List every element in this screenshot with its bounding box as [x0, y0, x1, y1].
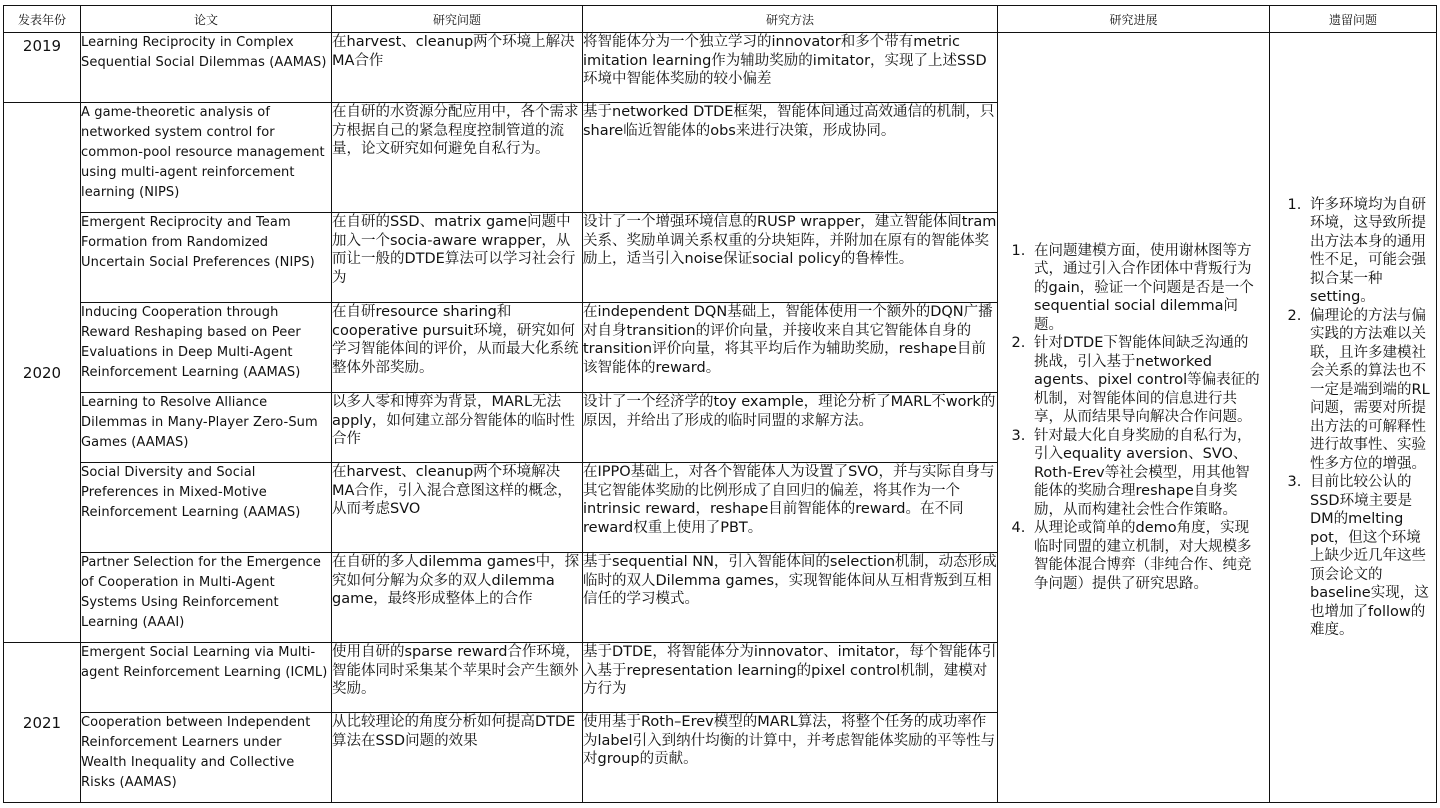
paper-cell: Learning Reciprocity in Complex Sequential Social Dilemmas (AAMAS) [81, 33, 332, 103]
problem-cell: 以多人零和博弈为背景，MARL无法apply，如何建立部分智能体的临时性合作 [332, 393, 583, 463]
paper-cell: A game-theoretic analysis of networked system control for common-pool resource management using multi-agent reinforcement learning (NIPS) [81, 103, 332, 213]
paper-cell: Learning to Resolve Alliance Dilemmas in Many-Player Zero-Sum Games (AAMAS) [81, 393, 332, 463]
issues-list [1270, 196, 1436, 640]
header-progress: 研究进展 [998, 6, 1270, 33]
progress-list [998, 242, 1269, 594]
method-cell: 基于DTDE，将智能体分为innovator、imitator，每个智能体引入基于representation learning的pixel control机制，建模对方行为 [583, 643, 998, 713]
paper-cell: Cooperation between Independent Reinforcement Learners under Wealth Inequality and Collective Risks (AAMAS) [81, 713, 332, 803]
problem-cell: 在harvest、cleanup两个环境上解决MA合作 [332, 33, 583, 103]
problem-cell: 在harvest、cleanup两个环境解决MA合作，引入混合意图这样的概念，从而考虑SVO [332, 463, 583, 553]
issue-item: 3. 目前比较公认的SSD环境主要是DM的melting pot，但这个环境上缺少近几年这些顶会论文的baseline实现，这也增加了follow的难度。 [1306, 473, 1430, 640]
issue-item: 2. 偏理论的方法与偏实践的方法难以关联，且许多建模社会关系的算法也不一定是端到端的RL问题，需要对所提出方法的可解释性进行故事性、实验性多方位的增强。 [1306, 307, 1430, 474]
progress-cell [998, 33, 1270, 803]
header-paper: 论文 [81, 6, 332, 33]
table-row [4, 33, 1437, 103]
method-cell: 在IPPO基础上，对各个智能体人为设置了SVO，并与实际自身与其它智能体奖励的比例形成了自回归的偏差，将其作为一个intrinsic reward，reshape目前智能体的reward。在不同reward权重上使用了PBT。 [583, 463, 998, 553]
paper-cell: Emergent Social Learning via Multi-agent Reinforcement Learning (ICML) [81, 643, 332, 713]
paper-cell: Social Diversity and Social Preferences in Mixed-Motive Reinforcement Learning (AAMAS) [81, 463, 332, 553]
problem-cell: 使用自研的sparse reward合作环境，智能体同时采集某个苹果时会产生额外奖励。 [332, 643, 583, 713]
method-cell: 设计了一个经济学的toy example，理论分析了MARL不work的原因，并给出了形成的临时同盟的求解方法。 [583, 393, 998, 463]
problem-cell: 在自研的水资源分配应用中，各个需求方根据自己的紧急程度控制管道的流量，论文研究如何避免自私行为。 [332, 103, 583, 213]
progress-item: 1. 在问题建模方面，使用谢林图等方式，通过引入合作团体中背叛行为的gain，验证一个问题是否是一个sequential social dilemma问题。 [1030, 242, 1261, 335]
problem-cell: 在自研的SSD、matrix game问题中加入一个socia-aware wrapper，从而让一般的DTDE算法可以学习社会行为 [332, 213, 583, 303]
method-cell: 在independent DQN基础上，智能体使用一个额外的DQN广播对自身transition的评价向量，并接收来自其它智能体自身的transition评价向量，将其平均后作为辅助奖励，reshape目前该智能体的reward。 [583, 303, 998, 393]
header-issues: 遗留问题 [1270, 6, 1437, 33]
issue-item: 1. 许多环境均为自研环境，这导致所提出方法本身的通用性不足，可能会强拟合某一种setting。 [1306, 196, 1430, 307]
year-cell: 2021 [4, 643, 81, 803]
method-cell: 基于networked DTDE框架，智能体间通过高效通信的机制，只share临近智能体的obs来进行决策，形成协同。 [583, 103, 998, 213]
progress-item: 2. 针对DTDE下智能体间缺乏沟通的挑战，引入基于networked agents、pixel control等偏表征的机制，对智能体间的信息进行共享，从而结果导向解决合作问题。 [1030, 334, 1261, 427]
paper-cell: Inducing Cooperation through Reward Reshaping based on Peer Evaluations in Deep Multi-Agent Reinforcement Learning (AAMAS) [81, 303, 332, 393]
method-cell: 基于sequential NN，引入智能体间的selection机制，动态形成临时的双人Dilemma games，实现智能体间从互相背叛到互相信任的学习模式。 [583, 553, 998, 643]
method-cell: 设计了一个增强环境信息的RUSP wrapper，建立智能体间tram关系、奖励单调关系权重的分块矩阵，并附加在原有的智能体奖励上，适当引入noise保证social policy的鲁棒性。 [583, 213, 998, 303]
progress-item: 4. 从理论或简单的demo角度，实现临时同盟的建立机制，对大规模多智能体混合博弈（非纯合作、纯竞争问题）提供了研究思路。 [1030, 519, 1261, 593]
year-cell: 2020 [4, 103, 81, 643]
header-method: 研究方法 [583, 6, 998, 33]
issues-cell [1270, 33, 1437, 803]
problem-cell: 在自研的多人dilemma games中，探究如何分解为众多的双人dilemma game，最终形成整体上的合作 [332, 553, 583, 643]
paper-cell: Emergent Reciprocity and Team Formation from Randomized Uncertain Social Preferences (NIPS) [81, 213, 332, 303]
header-problem: 研究问题 [332, 6, 583, 33]
header-year: 发表年份 [4, 6, 81, 33]
literature-table [3, 5, 1437, 803]
header-row [4, 6, 1437, 33]
method-cell: 使用基于Roth–Erev模型的MARL算法，将整个任务的成功率作为label引入到纳什均衡的计算中，并考虑智能体奖励的平等性与对group的贡献。 [583, 713, 998, 803]
problem-cell: 在自研resource sharing和cooperative pursuit环境，研究如何学习智能体间的评价，从而最大化系统整体外部奖励。 [332, 303, 583, 393]
progress-item: 3. 针对最大化自身奖励的自私行为，引入equality aversion、SVO、Roth-Erev等社会模型，用其他智能体的奖励合理reshape自身奖励，从而构建社会性合作策略。 [1030, 427, 1261, 520]
problem-cell: 从比较理论的角度分析如何提高DTDE算法在SSD问题的效果 [332, 713, 583, 803]
method-cell: 将智能体分为一个独立学习的innovator和多个带有metric imitation learning作为辅助奖励的imitator，实现了上述SSD环境中智能体奖励的较小偏差 [583, 33, 998, 103]
year-cell: 2019 [4, 33, 81, 103]
paper-cell: Partner Selection for the Emergence of Cooperation in Multi-Agent Systems Using Reinforcement Learning (AAAI) [81, 553, 332, 643]
